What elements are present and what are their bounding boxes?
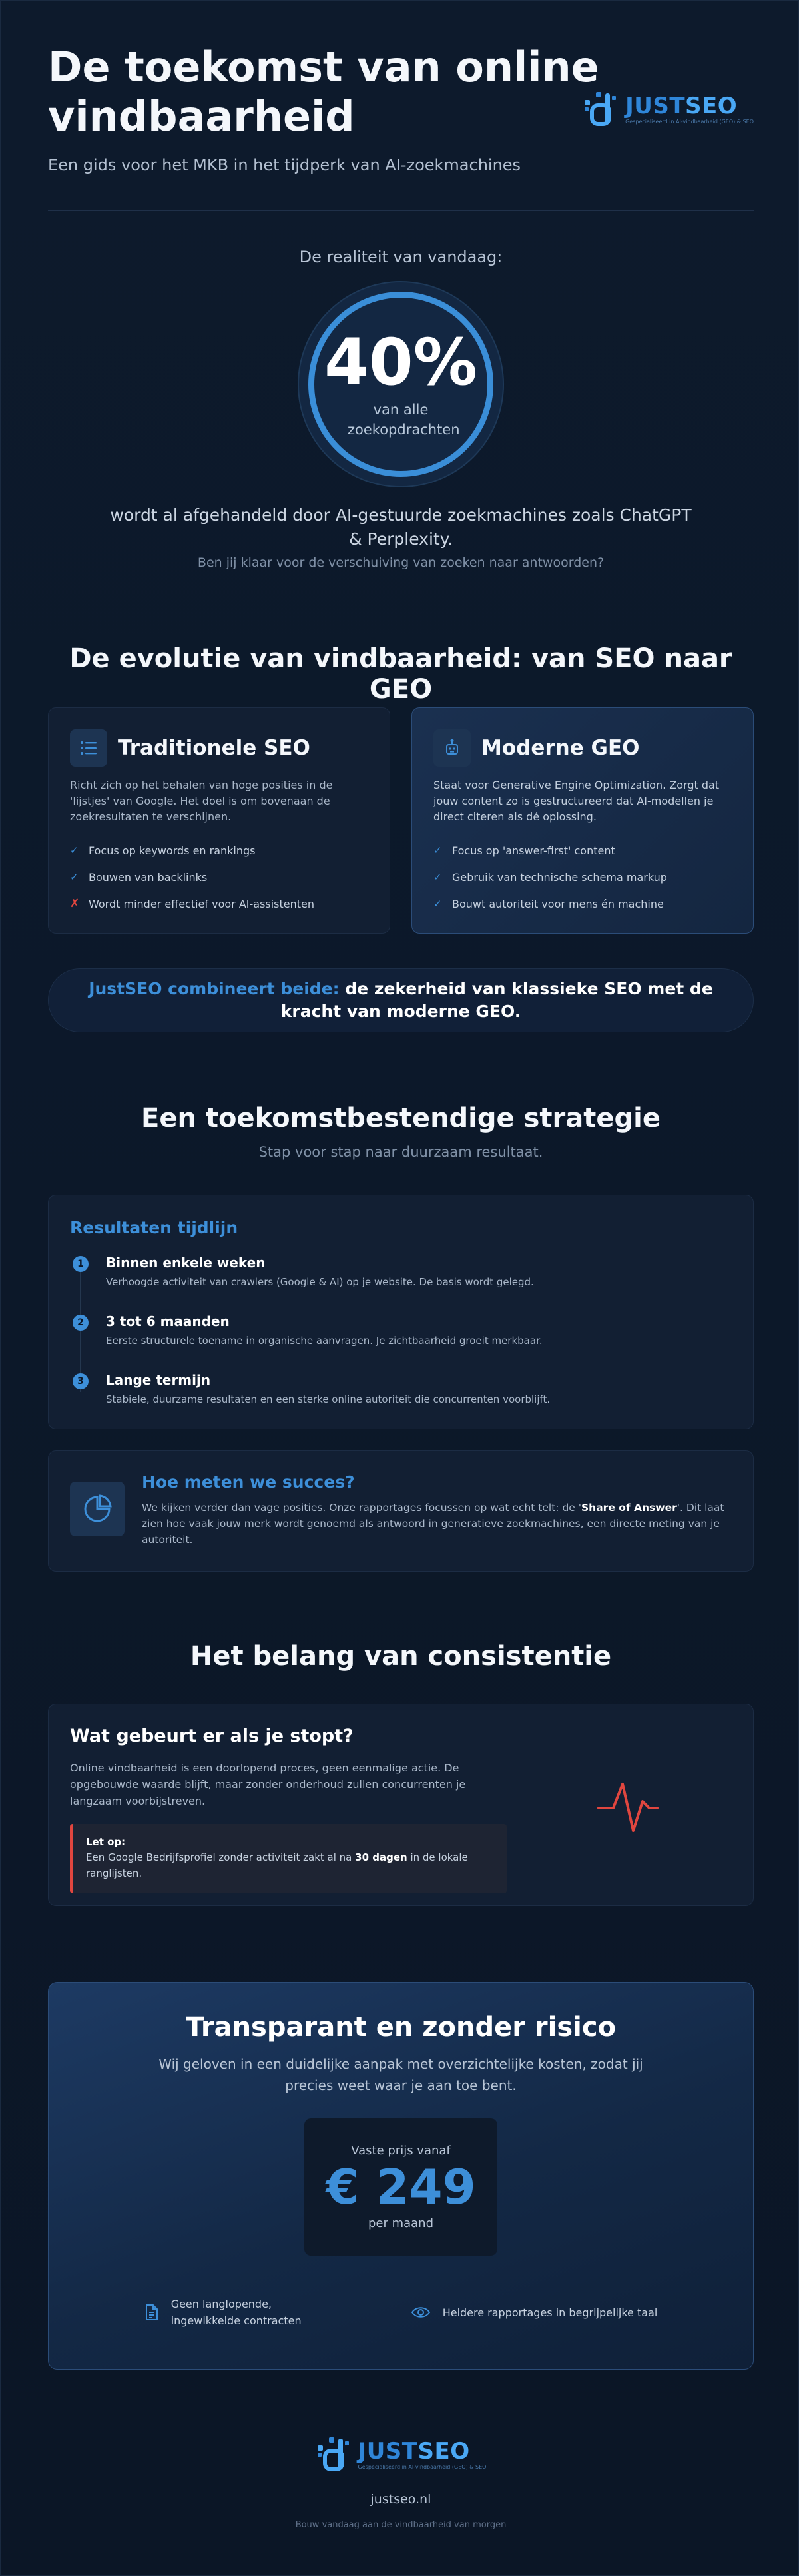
geo-card: [411, 707, 754, 934]
seo-card-text: Richt zich op het behalen van hoge posities in de 'lijstjes' van Google. Het doel is om bovenaan de zoekresultaten te verschijnen.: [70, 779, 333, 823]
footer: [48, 2436, 754, 2530]
logo-word-just: JUST: [625, 92, 686, 119]
timeline-step: [70, 1255, 732, 1313]
combine-text: de zekerheid van klassieke SEO met de kracht van moderne GEO.: [280, 979, 713, 1021]
seo-card: [48, 707, 390, 934]
footer-tagline: Bouw vandaag aan de vindbaarheid van morgen: [295, 2520, 507, 2530]
seo-item: Wordt minder effectief voor AI-assistenten: [89, 897, 315, 910]
stat-caption: van alle zoekopdrachten: [348, 402, 460, 438]
strategy-title: Een toekomstbestendige strategie: [141, 1103, 661, 1133]
logo-mark-icon: [583, 91, 621, 128]
logo-tagline: Gespecialiseerd in AI-vindbaarheid (GEO) & SEO: [625, 118, 754, 125]
feature-item: [411, 2296, 658, 2329]
step-text: Eerste structurele toename in organische aanvragen. Je zichtbaarheid groeit merkbaar.: [106, 1335, 543, 1347]
step-number: 1: [73, 1256, 89, 1272]
step-text: Verhoogde activiteit van crawlers (Google & AI) op je website. De basis wordt gelegd.: [106, 1276, 534, 1288]
check-icon: ✓: [433, 898, 442, 910]
header: [48, 43, 754, 209]
measure-card: [48, 1450, 754, 1572]
seo-item: Bouwen van backlinks: [89, 870, 208, 884]
stat-section: [48, 248, 754, 570]
price-value: € 249: [326, 2159, 476, 2215]
check-icon: ✓: [433, 871, 442, 883]
step-title: Binnen enkele weken: [106, 1255, 266, 1271]
consistency-text: Online vindbaarheid is een doorlopend proces, geen eenmalige actie. De opgebouwde waarde blijft, maar zonder onderhoud zullen concurrenten je langzaam voorbijstreven.: [70, 1762, 466, 1807]
list-item: [433, 890, 732, 917]
timeline-card: [48, 1195, 754, 1429]
measure-title: Hoe meten we succes?: [142, 1472, 355, 1492]
consistency-card-title: Wat gebeurt er als je stopt?: [70, 1726, 354, 1746]
combine-banner: [48, 968, 754, 1032]
document-icon: [144, 2304, 159, 2321]
logo-word-seo: SEO: [417, 2437, 470, 2465]
pricing-title: Transparant en zonder risico: [185, 2012, 617, 2043]
list-item: [70, 864, 368, 890]
page-subtitle: Een gids voor het MKB in het tijdperk van AI-zoekmachines: [48, 156, 521, 174]
robot-icon: [433, 729, 471, 767]
evolution-title: De evolutie van vindbaarheid: van SEO naar GEO: [69, 643, 732, 705]
logo-word-just: JUST: [358, 2437, 418, 2465]
feature-text: Heldere rapportages in begrijpelijke taal: [442, 2306, 658, 2319]
consistency-title: Het belang van consistentie: [190, 1641, 612, 1672]
list-icon: [70, 729, 107, 767]
timeline-step: [70, 1372, 732, 1431]
check-icon: ✓: [433, 844, 442, 856]
price-unit: per maand: [368, 2216, 434, 2230]
geo-item: Gebruik van technische schema markup: [452, 870, 667, 884]
stat-value: 40%: [324, 325, 477, 400]
page-title: De toekomst van online vindbaarheid: [48, 43, 599, 141]
timeline-title: Resultaten tijdlijn: [70, 1218, 238, 1237]
pie-chart-icon: [70, 1482, 125, 1536]
list-item: [70, 890, 368, 917]
step-number: 2: [73, 1315, 89, 1331]
seo-item: Focus op keywords en rankings: [89, 844, 256, 857]
list-item: [433, 864, 732, 890]
cross-icon: ✗: [70, 897, 80, 910]
note-title: Let op:: [86, 1836, 126, 1848]
stat-main-text: wordt al afgehandeld door AI-gestuurde zoekmachines zoals ChatGPT & Perplexity.: [110, 505, 692, 549]
step-text: Stabiele, duurzame resultaten en een sterke online autoriteit die concurrenten voorblijft.: [106, 1393, 551, 1405]
footer-logo[interactable]: [48, 2436, 754, 2473]
step-number: 3: [73, 1373, 89, 1389]
list-item: [433, 837, 732, 864]
note-text: Een Google Bedrijfsprofiel zonder activiteit zakt al na 30 dagen in de lokale ranglijsten.: [86, 1851, 468, 1879]
pricing-card: [48, 1982, 754, 2370]
geo-card-title: Moderne GEO: [481, 736, 640, 760]
seo-card-title: Traditionele SEO: [118, 736, 310, 760]
stat-question: Ben jij klaar voor de verschuiving van zoeken naar antwoorden?: [197, 555, 605, 570]
check-icon: ✓: [70, 844, 79, 856]
geo-item: Focus op 'answer-first' content: [452, 844, 615, 857]
stat-circle: [298, 281, 504, 487]
combine-highlight: JustSEO combineert beide:: [89, 979, 340, 998]
stat-label: De realiteit van vandaag:: [299, 248, 503, 266]
price-box: [304, 2118, 497, 2256]
logo-mark-icon: [316, 2436, 354, 2473]
strategy-subtitle: Stap voor stap naar duurzaam resultaat.: [258, 1144, 543, 1160]
measure-text: We kijken verder dan vage posities. Onze rapportages focussen op wat echt telt: de 'Share of Answer'. Dit laat zien hoe vaak jouw merk wordt genoemd als antwoord in generatieve zoekmachines, een directe meting van je autoriteit.: [142, 1502, 724, 1546]
warning-note: [70, 1824, 507, 1893]
logo[interactable]: [583, 91, 754, 128]
logo-word-seo: SEO: [685, 92, 738, 119]
price-label: Vaste prijs vanaf: [351, 2144, 451, 2158]
divider: [48, 210, 754, 211]
geo-card-text: Staat voor Generative Engine Optimization. Zorgt dat jouw content zo is gestructureerd dat AI-modellen je direct citeren als dé oplossing.: [433, 779, 720, 823]
geo-item: Bouwt autoriteit voor mens én machine: [452, 897, 664, 910]
step-title: 3 tot 6 maanden: [106, 1313, 230, 1329]
eye-icon: [411, 2306, 431, 2319]
feature-item: [144, 2296, 344, 2329]
check-icon: ✓: [70, 871, 79, 883]
list-item: [70, 837, 368, 864]
pulse-icon: [596, 1777, 660, 1837]
timeline-step: [70, 1313, 732, 1372]
footer-url-link[interactable]: justseo.nl: [370, 2492, 431, 2507]
pricing-subtitle: Wij geloven in een duidelijke aanpak met overzichtelijke kosten, zodat jij precies weet waar je aan toe bent.: [158, 2056, 643, 2093]
feature-text: Geen langlopende, ingewikkelde contracten: [170, 2298, 302, 2327]
step-title: Lange termijn: [106, 1372, 211, 1388]
logo-tagline: Gespecialiseerd in AI-vindbaarheid (GEO) & SEO: [358, 2463, 487, 2470]
consistency-card: [48, 1704, 754, 1906]
